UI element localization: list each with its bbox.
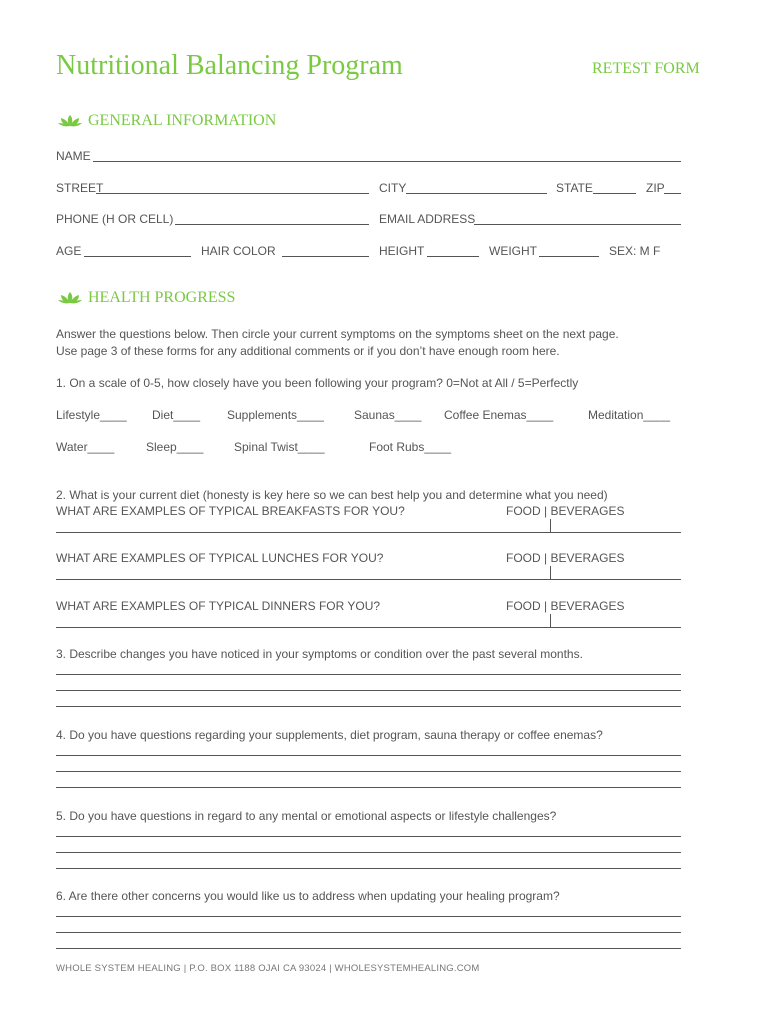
answer-line[interactable] [56, 787, 681, 788]
general-information-heading [58, 112, 276, 130]
answer-line[interactable] [56, 852, 681, 853]
answer-line[interactable] [56, 836, 681, 837]
scale-diet[interactable]: Diet____ [152, 408, 201, 422]
phone-label: PHONE (H OR CELL) [56, 212, 174, 226]
scale-foot-rubs[interactable]: Foot Rubs____ [369, 440, 452, 454]
page-title: Nutritional Balancing Program [56, 50, 403, 81]
scale-meditation[interactable]: Meditation____ [588, 408, 671, 422]
phone-field[interactable] [175, 224, 369, 225]
section-title: GENERAL INFORMATION [88, 112, 277, 129]
height-label: HEIGHT [379, 244, 425, 258]
question-1: 1. On a scale of 0-5, how closely have you been following your program? 0=Not at All / 5=Perfectly [56, 376, 579, 390]
lotus-icon [58, 291, 82, 305]
city-field[interactable] [406, 193, 547, 194]
street-label: STREET [56, 181, 104, 195]
instructions-line-2: Use page 3 of these forms for any additional comments or if you don’t have enough room here. [56, 344, 560, 358]
question-4: 4. Do you have questions regarding your supplements, diet program, sauna therapy or coffee enemas? [56, 728, 603, 742]
scale-supplements[interactable]: Supplements____ [227, 408, 324, 422]
breakfast-question: WHAT ARE EXAMPLES OF TYPICAL BREAKFASTS FOR YOU? [56, 504, 405, 518]
city-label: CITY [379, 181, 407, 195]
answer-line[interactable] [56, 932, 681, 933]
answer-line[interactable] [56, 916, 681, 917]
state-label: STATE [556, 181, 593, 195]
name-label: NAME [56, 149, 91, 163]
food-beverages-header: FOOD | BEVERAGES [506, 504, 625, 518]
street-field[interactable] [96, 193, 369, 194]
question-3: 3. Describe changes you have noticed in your symptoms or condition over the past several months. [56, 647, 583, 661]
sex-options[interactable]: SEX: M F [609, 244, 661, 258]
question-5: 5. Do you have questions in regard to any mental or emotional aspects or lifestyle challenges? [56, 809, 557, 823]
dinner-question: WHAT ARE EXAMPLES OF TYPICAL DINNERS FOR YOU? [56, 599, 381, 613]
age-label: AGE [56, 244, 82, 258]
answer-line[interactable] [56, 868, 681, 869]
answer-line[interactable] [56, 690, 681, 691]
scale-spinal-twist[interactable]: Spinal Twist____ [234, 440, 325, 454]
instructions-line-1: Answer the questions below. Then circle your current symptoms on the symptoms sheet on the next page. [56, 327, 619, 341]
scale-sleep[interactable]: Sleep____ [146, 440, 204, 454]
lunch-answer-line[interactable] [56, 579, 681, 580]
age-field[interactable] [84, 256, 191, 257]
scale-coffee-enemas[interactable]: Coffee Enemas____ [444, 408, 554, 422]
food-beverages-header: FOOD | BEVERAGES [506, 551, 625, 565]
state-field[interactable] [593, 193, 636, 194]
hair-color-field[interactable] [282, 256, 369, 257]
scale-saunas[interactable]: Saunas____ [354, 408, 422, 422]
breakfast-answer-line[interactable] [56, 532, 681, 533]
food-beverage-divider [550, 519, 551, 532]
scale-lifestyle[interactable]: Lifestyle____ [56, 408, 127, 422]
food-beverage-divider [550, 566, 551, 579]
section-title: HEALTH PROGRESS [88, 289, 236, 306]
answer-line[interactable] [56, 755, 681, 756]
height-field[interactable] [427, 256, 479, 257]
form-type-label: RETEST FORM [592, 60, 700, 77]
email-field[interactable] [474, 224, 681, 225]
dinner-answer-line[interactable] [56, 627, 681, 628]
question-2: 2. What is your current diet (honesty is key here so we can best help you and determine what you need) [56, 488, 608, 502]
answer-line[interactable] [56, 948, 681, 949]
email-label: EMAIL ADDRESS [379, 212, 476, 226]
food-beverage-divider [550, 614, 551, 627]
name-field[interactable] [93, 161, 681, 162]
lunch-question: WHAT ARE EXAMPLES OF TYPICAL LUNCHES FOR YOU? [56, 551, 384, 565]
weight-label: WEIGHT [489, 244, 537, 258]
health-progress-heading [58, 289, 235, 307]
zip-field[interactable] [664, 193, 681, 194]
weight-field[interactable] [539, 256, 599, 257]
zip-label: ZIP [646, 181, 665, 195]
answer-line[interactable] [56, 771, 681, 772]
question-6: 6. Are there other concerns you would like us to address when updating your healing program? [56, 889, 560, 903]
hair-color-label: HAIR COLOR [201, 244, 276, 258]
answer-line[interactable] [56, 674, 681, 675]
footer-contact: WHOLE SYSTEM HEALING | P.O. BOX 1188 OJAI CA 93024 | WHOLESYSTEMHEALING.COM [56, 963, 480, 974]
food-beverages-header: FOOD | BEVERAGES [506, 599, 625, 613]
scale-water[interactable]: Water____ [56, 440, 115, 454]
lotus-icon [58, 114, 82, 128]
answer-line[interactable] [56, 706, 681, 707]
